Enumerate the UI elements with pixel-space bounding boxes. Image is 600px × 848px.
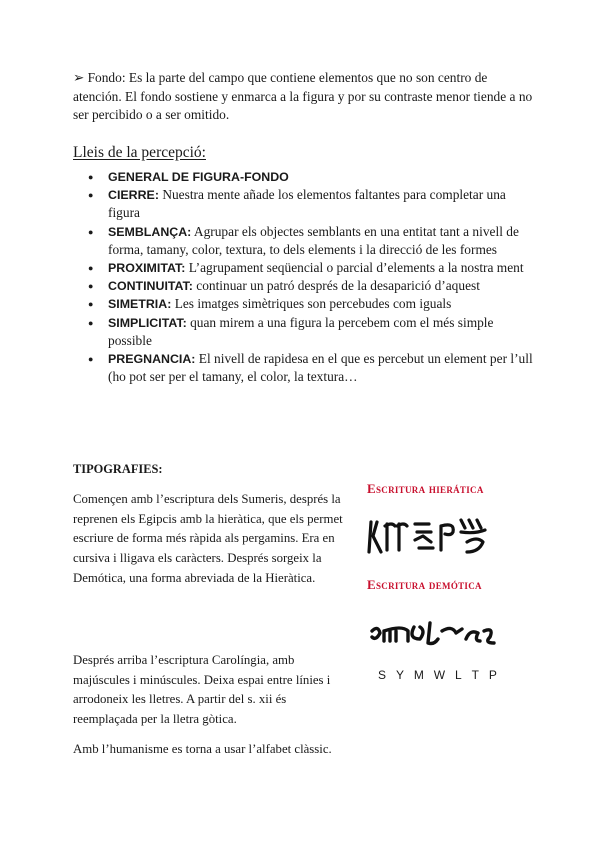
law-term: PROXIMITAT: [108, 261, 186, 276]
law-term: SIMETRIA: [108, 297, 172, 312]
law-term: CONTINUITAT: [108, 279, 193, 294]
laws-heading: Lleis de la percepció: [73, 144, 206, 161]
law-text: Agrupar els objectes semblants en una entitat tant a nivell de forma, tamany, color, textura, to dels elements i la direcció de les formes [108, 223, 519, 257]
law-text: Les imatges simètriques son percebudes com iguals [174, 296, 452, 312]
demotic-script-title: Escritura demótica [367, 577, 482, 592]
list-item [85, 350, 535, 386]
hieratic-script-title: Escritura hierática [367, 481, 484, 496]
typography-heading: TIPOGRAFIES: [73, 462, 163, 476]
list-item [85, 223, 535, 259]
law-term: GENERAL DE FIGURA-FONDO [108, 170, 289, 184]
list-item [85, 314, 535, 350]
law-text: Nuestra mente añade los elementos faltantes para completar una figura [108, 187, 506, 221]
latin-letter: P [488, 668, 498, 682]
fondo-paragraph [73, 69, 533, 125]
latin-letter: L [455, 668, 463, 682]
latin-equivalents [378, 668, 498, 682]
latin-letter: Y [395, 668, 405, 682]
list-item [85, 259, 535, 277]
hieratic-script-sample [365, 512, 505, 558]
arrow-bullet-icon: ➢ [73, 70, 85, 85]
typography-paragraph: Començen amb l’escriptura dels Sumeris, després la reprenen els Egipcis amb la hieràtica, que els permet escriure de forma més ràpida als pergamins. Era en cursiva i lligava els caràcters. Després sorgeix la Demótica, una forma abreviada de la Hieràtica. [73, 492, 343, 585]
latin-letter: M [413, 668, 425, 682]
law-term: SEMBLANÇA: [108, 224, 192, 239]
law-text: continuar un patró després de la desaparició d’aquest [196, 278, 480, 294]
demotic-script-sample [368, 617, 498, 651]
latin-letter: W [433, 668, 447, 682]
law-text: El nivell de rapidesa en el que es percebut un element per l’ull (ho pot ser per el tamany, el color, la textura… [108, 351, 533, 385]
typography-paragraph: Després arriba l’escriptura Carolíngia, amb majúscules i minúscules. Deixa espai entre línies i arrodoneix les lletres. A partir del s. xii és reemplaçada per la lletra gòtica. [73, 653, 331, 727]
typography-paragraph: Amb l’humanisme es torna a usar l’alfabet clàssic. [73, 742, 332, 756]
list-item [85, 295, 535, 313]
list-item [85, 168, 535, 186]
law-term: CIERRE: [108, 188, 159, 203]
latin-letter: S [378, 668, 388, 682]
fondo-text: Fondo: Es la parte del campo que contiene elementos que no son centro de atención. El fondo sostiene y enmarca a la figura y por su contraste menor tiende a no ser percibido o a ser omitido. [73, 70, 533, 122]
latin-letter: T [471, 668, 480, 682]
law-term: PREGNANCIA: [108, 352, 196, 367]
law-term: SIMPLICITAT: [108, 315, 187, 330]
laws-list [85, 168, 535, 386]
law-text: L’agrupament seqüencial o parcial d’elements a la nostra ment [188, 260, 524, 276]
list-item [85, 277, 535, 295]
law-text: quan mirem a una figura la percebem com el més simple possible [108, 314, 494, 348]
list-item [85, 186, 535, 222]
